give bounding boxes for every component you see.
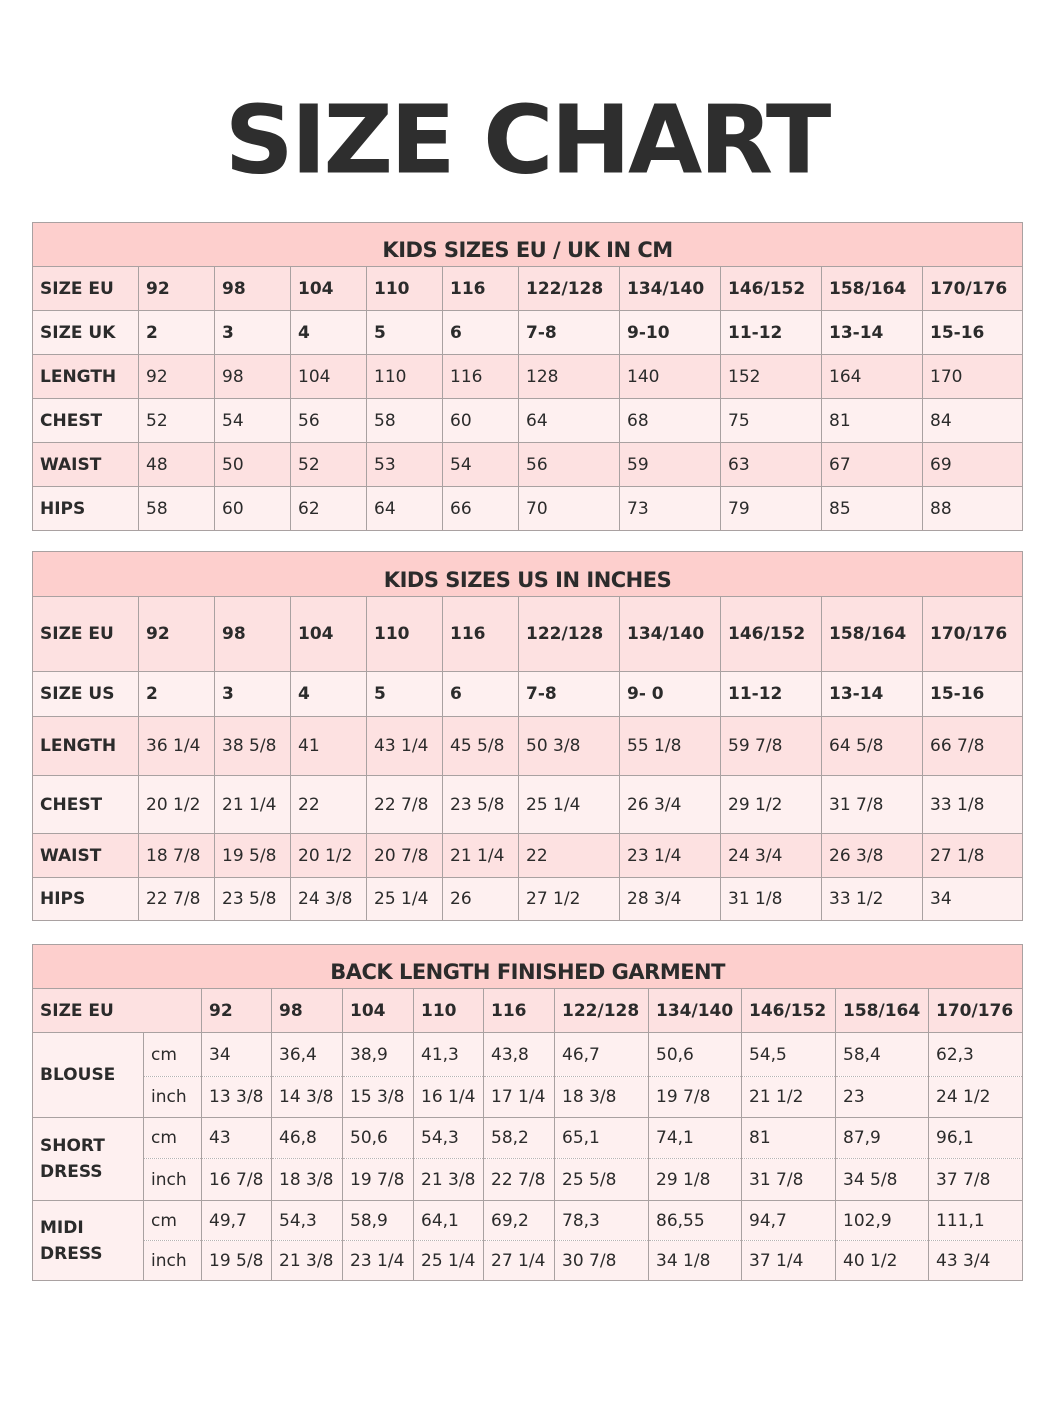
- table-cell: 104: [291, 597, 367, 672]
- table-cell: 27 1/8: [923, 834, 1023, 878]
- table-cell: 16 7/8: [202, 1159, 272, 1201]
- table-cell: 43 1/4: [367, 717, 443, 776]
- table-cell: 24 3/4: [721, 834, 822, 878]
- back-length-table: [32, 944, 1023, 1281]
- table-header-row: [33, 552, 1023, 597]
- table-cell: 31 7/8: [742, 1159, 836, 1201]
- table-heading: BACK LENGTH FINISHED GARMENT: [33, 945, 1023, 989]
- size-row: [33, 989, 1023, 1033]
- row-label: SIZE EU: [33, 267, 139, 311]
- eu-uk-size-table: [32, 222, 1023, 531]
- row-label: HIPS: [33, 878, 139, 921]
- table-cell: 92: [202, 989, 272, 1033]
- table-cell: 60: [443, 399, 519, 443]
- row-label: LENGTH: [33, 717, 139, 776]
- table-heading: KIDS SIZES US IN INCHES: [33, 552, 1023, 597]
- table-row: [33, 399, 1023, 443]
- table-cell: 19 5/8: [215, 834, 291, 878]
- table-cell: 23 5/8: [443, 776, 519, 834]
- table-cell: 81: [742, 1118, 836, 1159]
- unit-label: inch: [144, 1159, 202, 1201]
- table-cell: 5: [367, 311, 443, 355]
- table-row: [33, 355, 1023, 399]
- table-cell: 49,7: [202, 1201, 272, 1241]
- table-row: [33, 597, 1023, 672]
- table-cell: 116: [443, 267, 519, 311]
- table-cell: 134/140: [620, 597, 721, 672]
- row-label: CHEST: [33, 776, 139, 834]
- table-cell: 116: [443, 355, 519, 399]
- table-cell: 170: [923, 355, 1023, 399]
- table-cell: 21 1/2: [742, 1077, 836, 1118]
- table-cell: 158/164: [822, 597, 923, 672]
- table-cell: 15-16: [923, 672, 1023, 717]
- table-cell: 54: [443, 443, 519, 487]
- table-cell: 54,5: [742, 1033, 836, 1077]
- table-cell: 170/176: [923, 597, 1023, 672]
- unit-label: cm: [144, 1033, 202, 1077]
- table-cell: 33 1/8: [923, 776, 1023, 834]
- table-cell: 164: [822, 355, 923, 399]
- table-cell: 34: [202, 1033, 272, 1077]
- table-cell: 69: [923, 443, 1023, 487]
- table-cell: 38,9: [343, 1033, 414, 1077]
- table-cell: 59 7/8: [721, 717, 822, 776]
- table-row: [33, 487, 1023, 531]
- garment-label: MIDI DRESS: [33, 1201, 144, 1281]
- table-cell: 134/140: [649, 989, 742, 1033]
- table-cell: 14 3/8: [272, 1077, 343, 1118]
- table-cell: 116: [443, 597, 519, 672]
- table-cell: 16 1/4: [414, 1077, 484, 1118]
- unit-label: cm: [144, 1201, 202, 1241]
- table-cell: 50,6: [649, 1033, 742, 1077]
- table-row: [33, 1077, 1023, 1118]
- table-cell: 170/176: [923, 267, 1023, 311]
- table-cell: 66 7/8: [923, 717, 1023, 776]
- table-cell: 13 3/8: [202, 1077, 272, 1118]
- table-cell: 29 1/2: [721, 776, 822, 834]
- table-cell: 27 1/2: [519, 878, 620, 921]
- table-cell: 37 7/8: [929, 1159, 1023, 1201]
- table-row: [33, 311, 1023, 355]
- table-cell: 45 5/8: [443, 717, 519, 776]
- table-cell: 55 1/8: [620, 717, 721, 776]
- table-cell: 9-10: [620, 311, 721, 355]
- table-cell: 36,4: [272, 1033, 343, 1077]
- row-label: HIPS: [33, 487, 139, 531]
- table-cell: 62: [291, 487, 367, 531]
- table-cell: 98: [215, 597, 291, 672]
- table-cell: 64: [519, 399, 620, 443]
- us-size-table: [32, 551, 1023, 921]
- table-cell: 13-14: [822, 311, 923, 355]
- table-cell: 22: [291, 776, 367, 834]
- table-cell: 21 1/4: [215, 776, 291, 834]
- table-cell: 23 5/8: [215, 878, 291, 921]
- table-cell: 104: [291, 355, 367, 399]
- table-row: [33, 443, 1023, 487]
- table-cell: 94,7: [742, 1201, 836, 1241]
- row-label: SIZE EU: [33, 989, 202, 1033]
- table-cell: 22 7/8: [139, 878, 215, 921]
- table-cell: 50,6: [343, 1118, 414, 1159]
- table-cell: 21 3/8: [414, 1159, 484, 1201]
- table-cell: 58: [139, 487, 215, 531]
- table-cell: 65,1: [555, 1118, 649, 1159]
- table-row: [33, 267, 1023, 311]
- table-cell: 60: [215, 487, 291, 531]
- table-cell: 63: [721, 443, 822, 487]
- table-cell: 22: [519, 834, 620, 878]
- table-cell: 110: [367, 355, 443, 399]
- table-cell: 59: [620, 443, 721, 487]
- table-cell: 23 1/4: [620, 834, 721, 878]
- table-cell: 102,9: [836, 1201, 929, 1241]
- table-cell: 116: [484, 989, 555, 1033]
- table-row: [33, 878, 1023, 921]
- table-cell: 81: [822, 399, 923, 443]
- row-label: LENGTH: [33, 355, 139, 399]
- table-cell: 84: [923, 399, 1023, 443]
- table-cell: 56: [519, 443, 620, 487]
- table-cell: 27 1/4: [484, 1241, 555, 1281]
- table-cell: 20 1/2: [291, 834, 367, 878]
- table-cell: 3: [215, 672, 291, 717]
- table-cell: 75: [721, 399, 822, 443]
- table-cell: 50 3/8: [519, 717, 620, 776]
- table-cell: 122/128: [519, 597, 620, 672]
- table-cell: 15-16: [923, 311, 1023, 355]
- table-cell: 92: [139, 597, 215, 672]
- table-cell: 19 7/8: [649, 1077, 742, 1118]
- table-cell: 64,1: [414, 1201, 484, 1241]
- table-cell: 58,9: [343, 1201, 414, 1241]
- table-cell: 25 1/4: [367, 878, 443, 921]
- table-cell: 52: [291, 443, 367, 487]
- table-cell: 15 3/8: [343, 1077, 414, 1118]
- table-cell: 110: [367, 597, 443, 672]
- table-cell: 64 5/8: [822, 717, 923, 776]
- table-cell: 20 7/8: [367, 834, 443, 878]
- table-cell: 56: [291, 399, 367, 443]
- row-label: WAIST: [33, 834, 139, 878]
- table-cell: 54: [215, 399, 291, 443]
- table-cell: 78,3: [555, 1201, 649, 1241]
- table-cell: 122/128: [555, 989, 649, 1033]
- table-cell: 87,9: [836, 1118, 929, 1159]
- table-cell: 73: [620, 487, 721, 531]
- table-cell: 19 5/8: [202, 1241, 272, 1281]
- table-cell: 62,3: [929, 1033, 1023, 1077]
- table-cell: 26 3/8: [822, 834, 923, 878]
- table-cell: 33 1/2: [822, 878, 923, 921]
- unit-label: inch: [144, 1241, 202, 1281]
- table-cell: 64: [367, 487, 443, 531]
- table-cell: 128: [519, 355, 620, 399]
- table-cell: 86,55: [649, 1201, 742, 1241]
- table-cell: 30 7/8: [555, 1241, 649, 1281]
- table-header-row: [33, 945, 1023, 989]
- table-cell: 88: [923, 487, 1023, 531]
- table-cell: 74,1: [649, 1118, 742, 1159]
- table-row: [33, 1241, 1023, 1281]
- table-cell: 22 7/8: [484, 1159, 555, 1201]
- table-cell: 2: [139, 311, 215, 355]
- table-cell: 41,3: [414, 1033, 484, 1077]
- table-cell: 134/140: [620, 267, 721, 311]
- table-cell: 11-12: [721, 311, 822, 355]
- table-cell: 140: [620, 355, 721, 399]
- table-cell: 158/164: [836, 989, 929, 1033]
- table-row: [33, 1201, 1023, 1241]
- table-cell: 37 1/4: [742, 1241, 836, 1281]
- table-cell: 6: [443, 311, 519, 355]
- table-cell: 18 3/8: [272, 1159, 343, 1201]
- table-cell: 58,4: [836, 1033, 929, 1077]
- table-cell: 122/128: [519, 267, 620, 311]
- table-cell: 25 1/4: [519, 776, 620, 834]
- table-row: [33, 1033, 1023, 1077]
- table-cell: 40 1/2: [836, 1241, 929, 1281]
- table-cell: 3: [215, 311, 291, 355]
- garment-label: BLOUSE: [33, 1033, 144, 1118]
- table-cell: 25 5/8: [555, 1159, 649, 1201]
- table-cell: 24 1/2: [929, 1077, 1023, 1118]
- table-cell: 146/152: [721, 267, 822, 311]
- table-header-row: [33, 223, 1023, 267]
- garment-label: SHORT DRESS: [33, 1118, 144, 1201]
- row-label: WAIST: [33, 443, 139, 487]
- table-cell: 20 1/2: [139, 776, 215, 834]
- table-cell: 7-8: [519, 311, 620, 355]
- table-row: [33, 776, 1023, 834]
- unit-label: inch: [144, 1077, 202, 1118]
- table-row: [33, 717, 1023, 776]
- table-cell: 34 1/8: [649, 1241, 742, 1281]
- table-cell: 54,3: [414, 1118, 484, 1159]
- table-cell: 104: [343, 989, 414, 1033]
- table-cell: 96,1: [929, 1118, 1023, 1159]
- table-cell: 34 5/8: [836, 1159, 929, 1201]
- table-cell: 18 7/8: [139, 834, 215, 878]
- table-cell: 38 5/8: [215, 717, 291, 776]
- table-cell: 2: [139, 672, 215, 717]
- page-title: SIZE CHART: [224, 85, 829, 195]
- table-cell: 43 3/4: [929, 1241, 1023, 1281]
- table-cell: 31 1/8: [721, 878, 822, 921]
- table-row: [33, 1118, 1023, 1159]
- table-cell: 26: [443, 878, 519, 921]
- table-cell: 4: [291, 672, 367, 717]
- table-cell: 25 1/4: [414, 1241, 484, 1281]
- table-cell: 98: [215, 267, 291, 311]
- table-cell: 79: [721, 487, 822, 531]
- table-cell: 146/152: [742, 989, 836, 1033]
- table-cell: 18 3/8: [555, 1077, 649, 1118]
- table-cell: 28 3/4: [620, 878, 721, 921]
- table-cell: 152: [721, 355, 822, 399]
- table-cell: 46,7: [555, 1033, 649, 1077]
- table-cell: 158/164: [822, 267, 923, 311]
- table-cell: 23: [836, 1077, 929, 1118]
- unit-label: cm: [144, 1118, 202, 1159]
- table-cell: 110: [367, 267, 443, 311]
- table-cell: 52: [139, 399, 215, 443]
- table-cell: 9- 0: [620, 672, 721, 717]
- table-cell: 43: [202, 1118, 272, 1159]
- table-cell: 98: [215, 355, 291, 399]
- table-cell: 69,2: [484, 1201, 555, 1241]
- table-cell: 92: [139, 355, 215, 399]
- table-cell: 17 1/4: [484, 1077, 555, 1118]
- table-cell: 98: [272, 989, 343, 1033]
- table-cell: 53: [367, 443, 443, 487]
- table-cell: 19 7/8: [343, 1159, 414, 1201]
- row-label: SIZE US: [33, 672, 139, 717]
- table-cell: 22 7/8: [367, 776, 443, 834]
- table-cell: 36 1/4: [139, 717, 215, 776]
- table-cell: 70: [519, 487, 620, 531]
- row-label: SIZE UK: [33, 311, 139, 355]
- table-cell: 68: [620, 399, 721, 443]
- table-cell: 29 1/8: [649, 1159, 742, 1201]
- row-label: SIZE EU: [33, 597, 139, 672]
- table-cell: 92: [139, 267, 215, 311]
- table-row: [33, 1159, 1023, 1201]
- table-cell: 13-14: [822, 672, 923, 717]
- table-cell: 146/152: [721, 597, 822, 672]
- table-cell: 170/176: [929, 989, 1023, 1033]
- table-cell: 58: [367, 399, 443, 443]
- table-cell: 5: [367, 672, 443, 717]
- table-cell: 41: [291, 717, 367, 776]
- table-cell: 54,3: [272, 1201, 343, 1241]
- table-cell: 67: [822, 443, 923, 487]
- table-cell: 104: [291, 267, 367, 311]
- table-cell: 66: [443, 487, 519, 531]
- table-cell: 58,2: [484, 1118, 555, 1159]
- table-cell: 43,8: [484, 1033, 555, 1077]
- table-cell: 48: [139, 443, 215, 487]
- table-cell: 21 1/4: [443, 834, 519, 878]
- table-cell: 50: [215, 443, 291, 487]
- table-cell: 6: [443, 672, 519, 717]
- table-cell: 31 7/8: [822, 776, 923, 834]
- table-cell: 11-12: [721, 672, 822, 717]
- table-cell: 24 3/8: [291, 878, 367, 921]
- table-cell: 23 1/4: [343, 1241, 414, 1281]
- table-heading: KIDS SIZES EU / UK IN CM: [33, 223, 1023, 267]
- table-cell: 4: [291, 311, 367, 355]
- table-cell: 7-8: [519, 672, 620, 717]
- table-cell: 46,8: [272, 1118, 343, 1159]
- table-row: [33, 834, 1023, 878]
- table-cell: 21 3/8: [272, 1241, 343, 1281]
- table-cell: 26 3/4: [620, 776, 721, 834]
- table-cell: 34: [923, 878, 1023, 921]
- table-cell: 111,1: [929, 1201, 1023, 1241]
- row-label: CHEST: [33, 399, 139, 443]
- table-cell: 110: [414, 989, 484, 1033]
- table-row: [33, 672, 1023, 717]
- table-cell: 85: [822, 487, 923, 531]
